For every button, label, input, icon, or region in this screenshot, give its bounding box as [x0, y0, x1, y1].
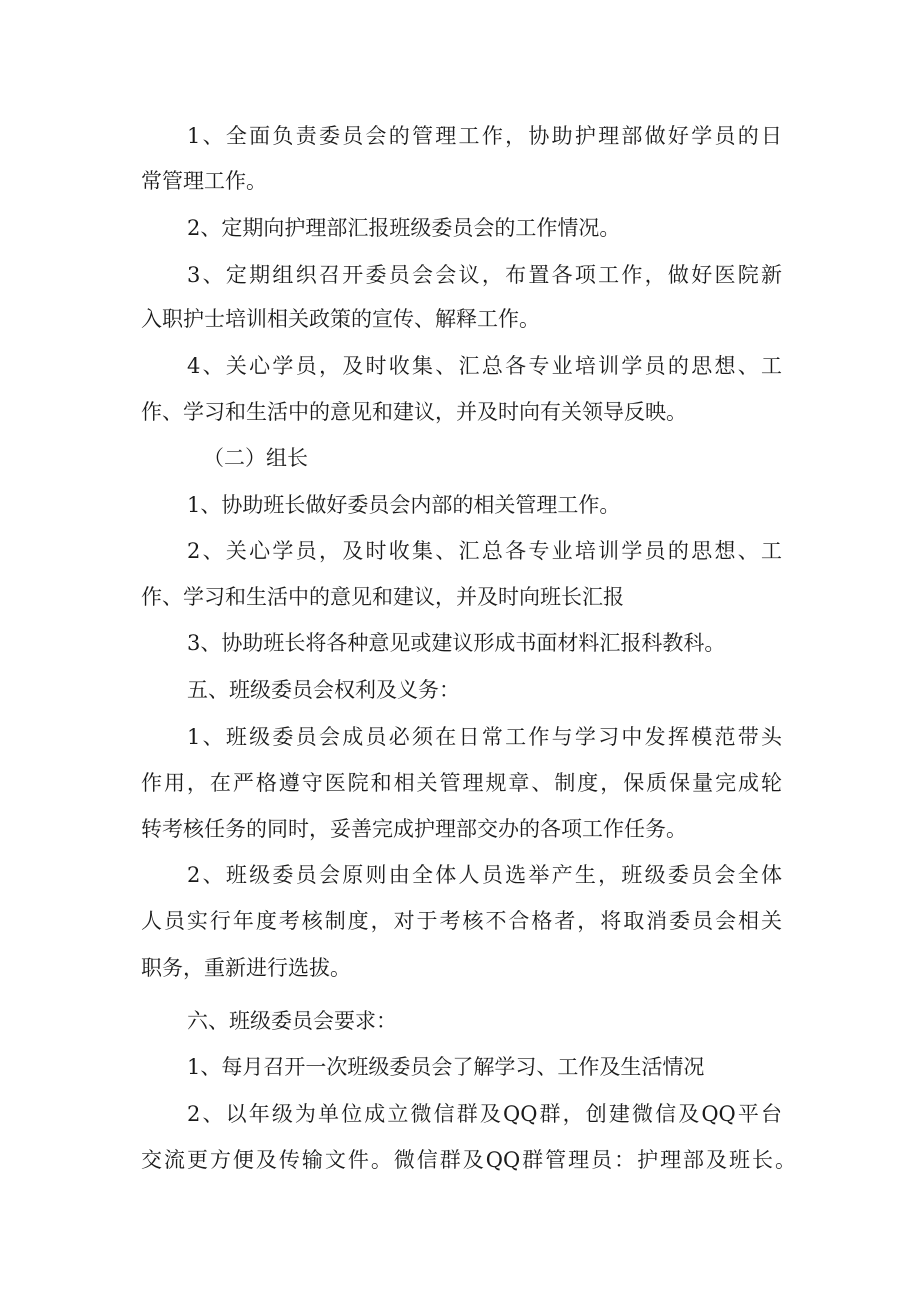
paragraph-line: 1、班级委员会成员必须在日常工作与学习中发挥模范带头: [187, 725, 782, 749]
paragraph-line: 2、定期向护理部汇报班级委员会的工作情况。: [187, 216, 621, 240]
paragraph-line: 作、学习和生活中的意见和建议，并及时向有关领导反映。: [141, 400, 687, 424]
paragraph-line: 人员实行年度考核制度，对于考核不合格者，将取消委员会相关: [141, 909, 782, 933]
paragraph-line: 3、定期组织召开委员会会议，布置各项工作，做好医院新: [187, 263, 782, 287]
paragraph-line: 3、协助班长将各种意见或建议形成书面材料汇报科教科。: [187, 631, 726, 655]
paragraph-line: 职务，重新进行选拔。: [141, 956, 351, 980]
paragraph-line: 作用，在严格遵守医院和相关管理规章、制度，保质保量完成轮: [141, 771, 782, 795]
paragraph-line: 2、班级委员会原则由全体人员选举产生，班级委员会全体: [187, 863, 782, 887]
paragraph-line: 4、关心学员，及时收集、汇总各专业培训学员的思想、工: [187, 354, 782, 378]
paragraph-line: 2、以年级为单位成立微信群及QQ群，创建微信及QQ平台: [187, 1102, 782, 1126]
section-heading: 六、班级委员会要求：: [187, 1009, 397, 1033]
paragraph-line: 入职护士培训相关政策的宣传、解释工作。: [141, 307, 540, 331]
paragraph-line: 常管理工作。: [141, 169, 267, 193]
paragraph-line: 2、关心学员，及时收集、汇总各专业培训学员的思想、工: [187, 539, 782, 563]
paragraph-line: 作、学习和生活中的意见和建议，并及时向班长汇报: [141, 585, 624, 609]
section-heading: 五、班级委员会权利及义务：: [187, 678, 460, 702]
paragraph-line: 交流更方便及传输文件。微信群及QQ群管理员：护理部及班长。: [141, 1148, 796, 1172]
section-heading: （二）组长: [203, 446, 308, 470]
paragraph-line: 1、协助班长做好委员会内部的相关管理工作。: [187, 493, 621, 517]
paragraph-line: 1、全面负责委员会的管理工作，协助护理部做好学员的日: [187, 124, 782, 148]
paragraph-line: 转考核任务的同时，妥善完成护理部交办的各项工作任务。: [141, 817, 687, 841]
paragraph-line: 1、每月召开一次班级委员会了解学习、工作及生活情况: [187, 1055, 705, 1079]
